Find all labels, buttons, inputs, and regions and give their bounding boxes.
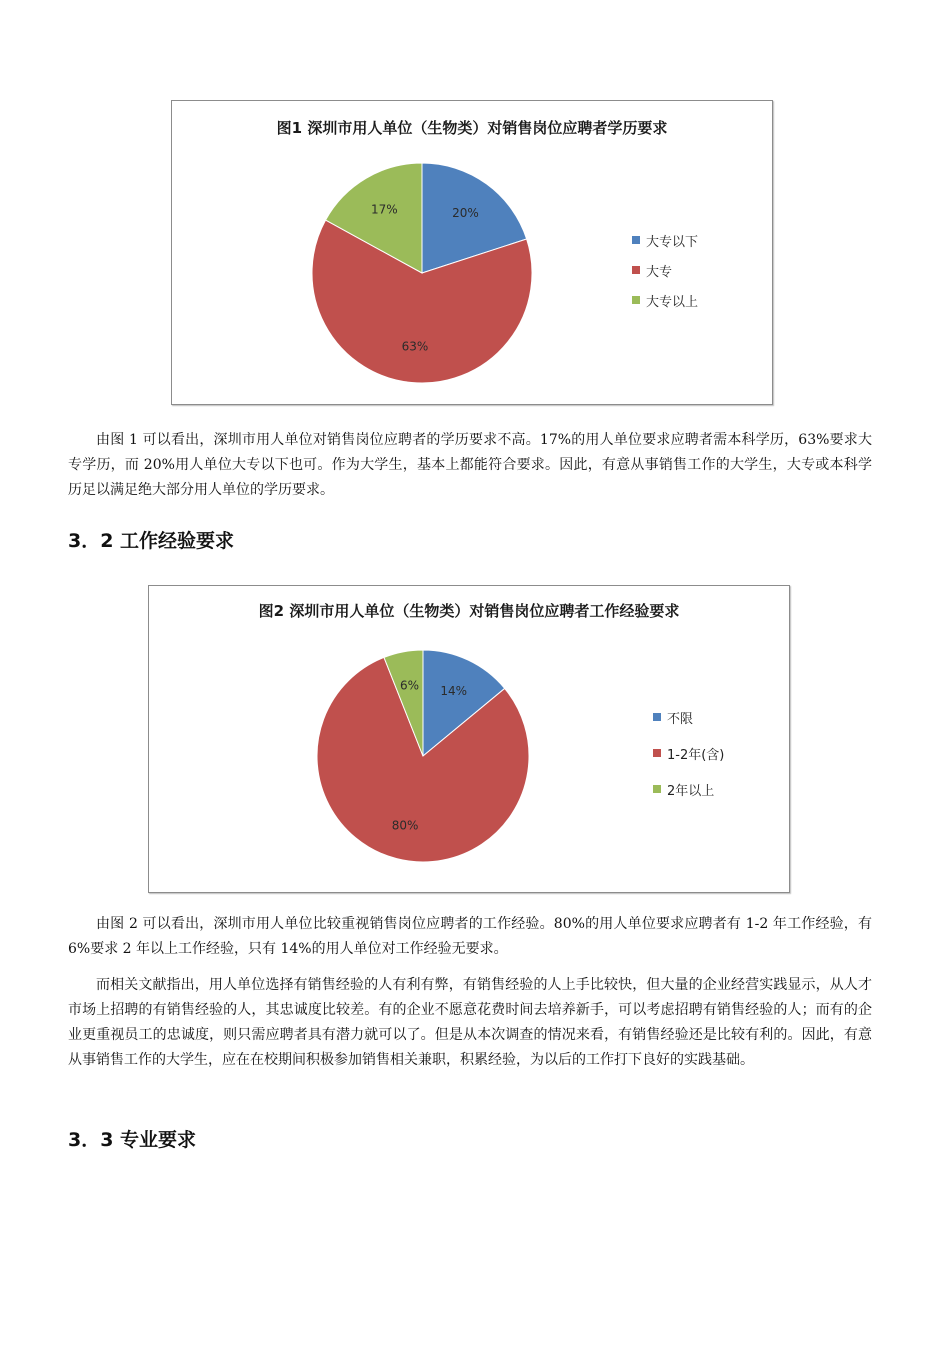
pie-slice-label: 14% (440, 683, 468, 698)
chart-1-legend (632, 225, 698, 315)
pie-slice-label: 17% (370, 202, 398, 217)
chart-1 (171, 100, 773, 405)
paragraph-2: 由图 2 可以看出，深圳市用人单位比较重视销售岗位应聘者的工作经验。80%的用人单位要求应聘者有 1-2 年工作经验，有 6%要求 2 年以上工作经验，只有 14%的用人单位对工作经验无要求。 (68, 916, 872, 957)
legend-label: 不限 (667, 711, 694, 727)
section-heading-3-2: 3．2 工作经验要求 (68, 530, 235, 552)
legend-label: 2年以上 (667, 783, 715, 799)
pie-slice-label: 63% (401, 339, 429, 354)
pie-slice-label: 20% (452, 206, 479, 221)
paragraph-3: 而相关文献指出，用人单位选择有销售经验的人有利有弊，有销售经验的人上手比较快，但大量的企业经营实践显示，从人才市场上招聘的有销售经验的人，其忠诚度比较差。有的企业不愿意花费时间去培养新手，可以考虑招聘有销售经验的人；而有的企业更重视员工的忠诚度，则只需应聘者具有潜力就可以了。但是从本次调查的情况来看，有销售经验还是比较有利的。因此，有意从事销售工作的大学生，应在在校期间积极参加销售相关兼职，积累经验，为以后的工作打下良好的实践基础。 (68, 977, 872, 1068)
chart-2-legend (653, 699, 724, 807)
legend-label: 大专以上 (646, 294, 699, 310)
pie-slice-label: 6% (399, 678, 420, 693)
chart-2-title: 图2 深圳市用人单位（生物类）对销售岗位应聘者工作经验要求 (258, 602, 680, 620)
legend-item (632, 255, 698, 285)
legend-swatch-red (653, 749, 661, 757)
legend-label: 大专以下 (646, 234, 699, 250)
legend-swatch-blue (632, 236, 640, 244)
legend-swatch-blue (653, 713, 661, 721)
legend-swatch-green (653, 785, 661, 793)
legend-swatch-red (632, 266, 640, 274)
pie-slice-label: 80% (391, 818, 419, 833)
chart-2 (148, 585, 790, 893)
legend-item (653, 771, 724, 807)
legend-item (653, 699, 724, 735)
legend-label: 1-2年(含) (667, 747, 725, 763)
legend-item (653, 735, 724, 771)
paragraph-1: 由图 1 可以看出，深圳市用人单位对销售岗位应聘者的学历要求不高。17%的用人单位要求应聘者需本科学历，63%要求大专学历，而 20%用人单位大专以下也可。作为大学生，基本上都能符合要求。因此，有意从事销售工作的大学生，大专或本科学历足以满足绝大部分用人单位的学历要求。 (68, 432, 872, 498)
legend-item (632, 285, 698, 315)
legend-label: 大专 (646, 264, 673, 280)
legend-item (632, 225, 698, 255)
legend-swatch-green (632, 296, 640, 304)
chart-1-title: 图1 深圳市用人单位（生物类）对销售岗位应聘者学历要求 (276, 119, 668, 137)
section-heading-3-3: 3．3 专业要求 (68, 1129, 197, 1151)
